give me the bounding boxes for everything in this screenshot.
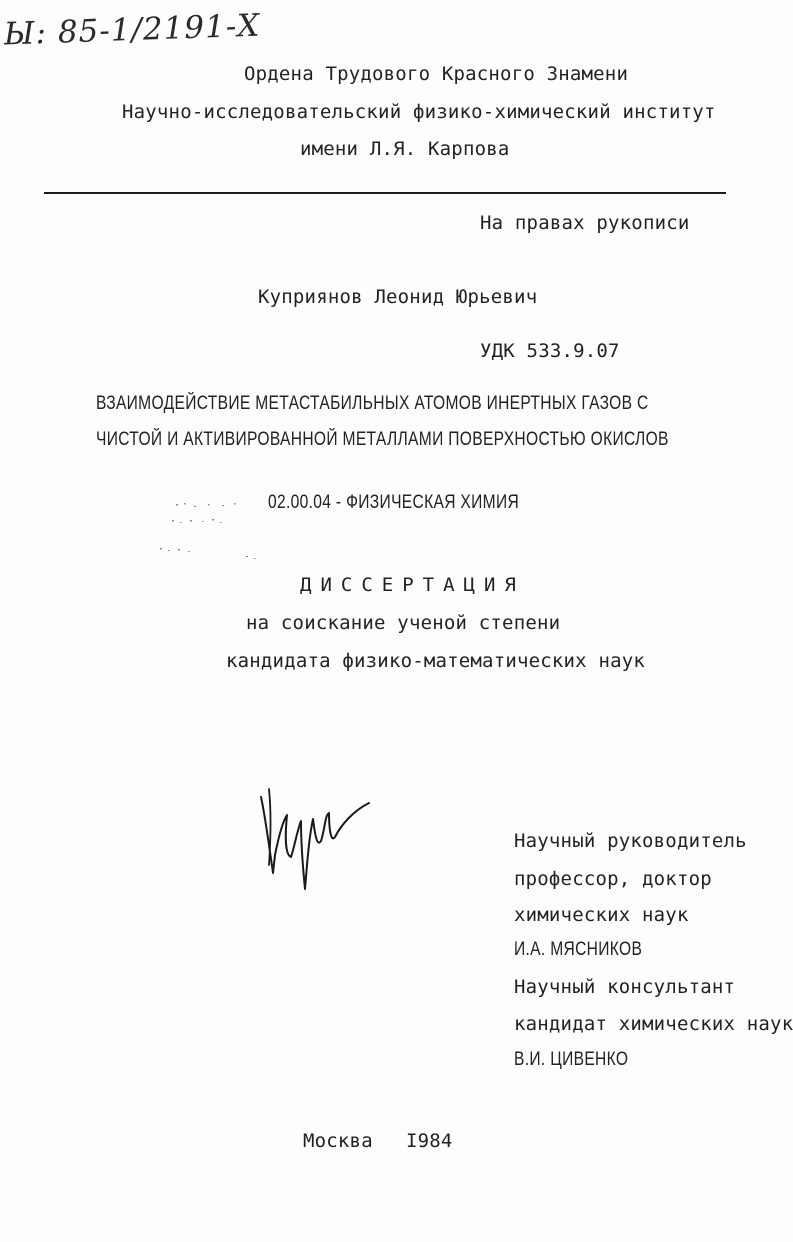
header-line-2: Научно-исследовательский физико-химический институт	[122, 101, 716, 123]
footer-city: Москва	[303, 1130, 373, 1152]
supervisor-line-5: Научный консультант	[514, 976, 736, 998]
specialty-code: 02.00.04 - ФИЗИЧЕСКАЯ ХИМИЯ	[268, 492, 520, 513]
supervisor-line-7: В.И. ЦИВЕНКО	[514, 1049, 629, 1070]
title-line-1: ВЗАИМОДЕЙСТВИЕ МЕТАСТАБИЛЬНЫХ АТОМОВ ИНЕРТНЫХ ГАЗОВ С	[96, 393, 649, 414]
supervisor-line-3: химических наук	[514, 904, 689, 926]
paper-specks	[150, 498, 270, 562]
udc-code: УДК 533.9.07	[480, 340, 620, 362]
degree-line-2: кандидата физико-математических наук	[226, 650, 646, 672]
handwritten-signature	[255, 785, 375, 895]
supervisor-line-6: кандидат химических наук	[514, 1013, 793, 1035]
header-line-1: Ордена Трудового Красного Знамени	[244, 63, 629, 85]
title-line-2: ЧИСТОЙ И АКТИВИРОВАННОЙ МЕТАЛЛАМИ ПОВЕРХНОСТЬЮ ОКИСЛОВ	[96, 429, 669, 450]
header-divider	[44, 192, 726, 194]
author-name: Куприянов Леонид Юрьевич	[258, 286, 538, 308]
supervisor-line-1: Научный руководитель	[514, 830, 747, 852]
supervisor-line-2: профессор, доктор	[514, 868, 712, 890]
archive-handwritten-mark: Ы: 85-1/2191-Х	[3, 7, 261, 53]
supervisor-line-4: И.А. МЯСНИКОВ	[514, 939, 643, 960]
header-line-3: имени Л.Я. Карпова	[300, 138, 510, 160]
footer-year: I984	[406, 1130, 453, 1152]
rights-note: На правах рукописи	[480, 212, 690, 234]
degree-line-1: на соискание ученой степени	[246, 612, 561, 634]
document-type-heading: ДИССЕРТАЦИЯ	[300, 574, 525, 596]
